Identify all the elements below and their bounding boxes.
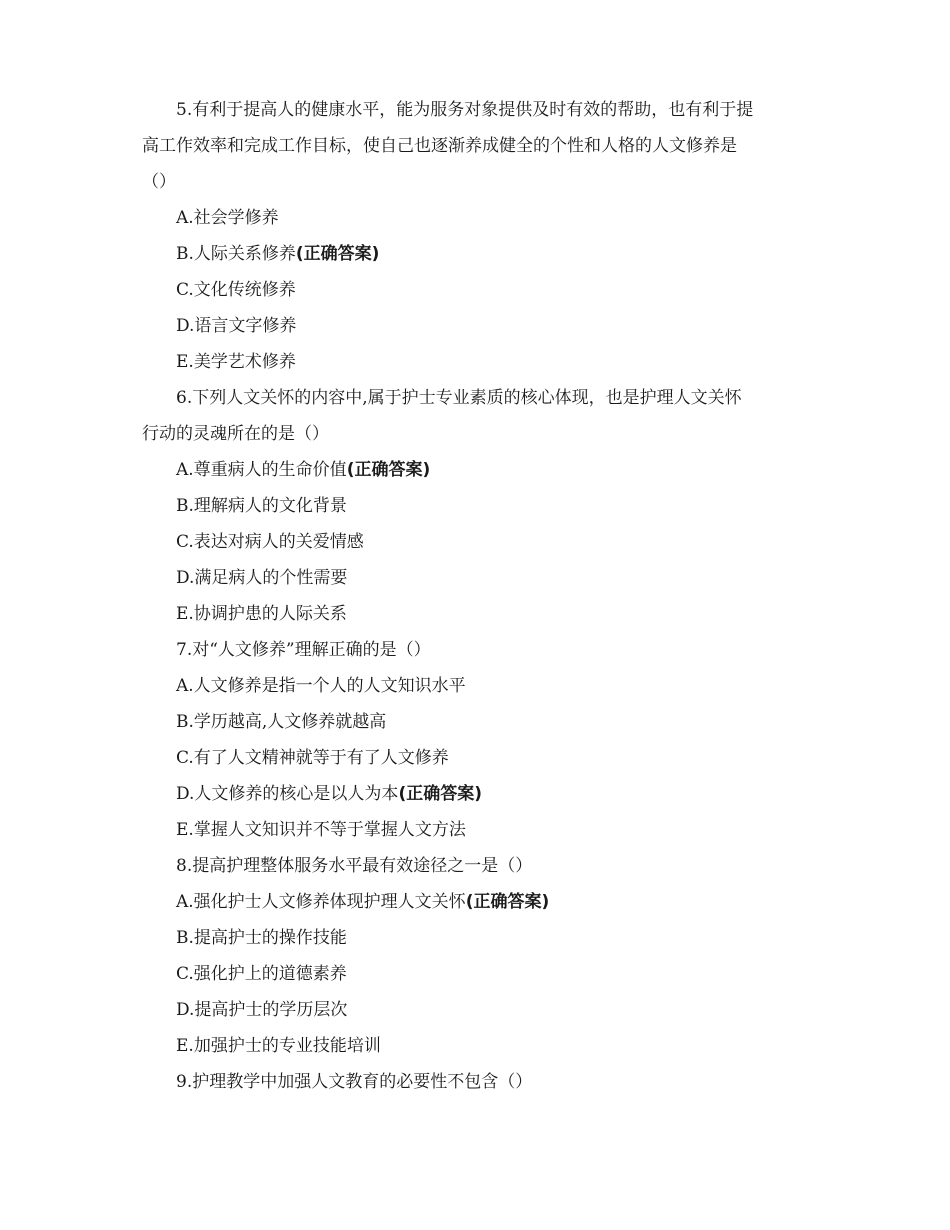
question-5-option-b	[142, 236, 812, 272]
option-text: D.人文修养的核心是以人为本	[176, 784, 399, 804]
question-9-stem: 9.护理教学中加强人文教育的必要性不包含（）	[176, 1072, 533, 1092]
correct-answer-mark: (正确答案)	[346, 460, 431, 480]
document-page	[142, 92, 812, 1100]
question-8-option-d: D.提高护士的学历层次	[176, 1000, 348, 1020]
correct-answer-mark: (正确答案)	[465, 892, 550, 912]
correct-answer-mark: (正确答案)	[295, 244, 380, 264]
option-text: A.尊重病人的生命价值	[176, 460, 347, 480]
question-6-option-d: D.满足病人的个性需要	[176, 568, 348, 588]
question-6-stem-line-2: 行动的灵魂所在的是（）	[142, 424, 329, 444]
question-7-option-d	[142, 776, 812, 812]
question-5-option-e: E.美学艺术修养	[176, 352, 296, 372]
question-5-stem-line-3: （）	[142, 172, 176, 192]
question-5-option-a: A.社会学修养	[176, 208, 279, 228]
question-6-option-b: B.理解病人的文化背景	[176, 496, 347, 516]
question-6-stem-line-1: 6.下列人文关怀的内容中,属于护士专业素质的核心体现，也是护理人文关怀	[176, 388, 742, 408]
question-7-option-a: A.人文修养是指一个人的人文知识水平	[176, 676, 466, 696]
question-5-option-d: D.语言文字修养	[176, 316, 297, 336]
question-5-stem-line-1: 5.有利于提高人的健康水平，能为服务对象提供及时有效的帮助，也有利于提	[176, 100, 754, 120]
question-8-option-c: C.强化护上的道德素养	[176, 964, 347, 984]
question-7-stem: 7.对“人文修养”理解正确的是（）	[176, 640, 431, 660]
question-6-option-a	[142, 452, 812, 488]
question-8-option-e: E.加强护士的专业技能培训	[176, 1036, 381, 1056]
question-7-option-c: C.有了人文精神就等于有了人文修养	[176, 748, 449, 768]
question-7-option-e: E.掌握人文知识并不等于掌握人文方法	[176, 820, 466, 840]
question-8-option-b: B.提高护士的操作技能	[176, 928, 347, 948]
option-text: B.人际关系修养	[176, 244, 296, 264]
question-8-stem: 8.提高护理整体服务水平最有效途径之一是（）	[176, 856, 533, 876]
question-6-option-c: C.表达对病人的关爱情感	[176, 532, 364, 552]
question-6-option-e: E.协调护患的人际关系	[176, 604, 347, 624]
question-5-option-c: C.文化传统修养	[176, 280, 296, 300]
option-text: A.强化护士人文修养体现护理人文关怀	[176, 892, 466, 912]
question-8-option-a	[142, 884, 812, 920]
question-5-stem-line-2: 高工作效率和完成工作目标，使自己也逐渐养成健全的个性和人格的人文修养是	[142, 136, 737, 156]
question-7-option-b: B.学历越高,人文修养就越高	[176, 712, 387, 732]
correct-answer-mark: (正确答案)	[398, 784, 482, 804]
